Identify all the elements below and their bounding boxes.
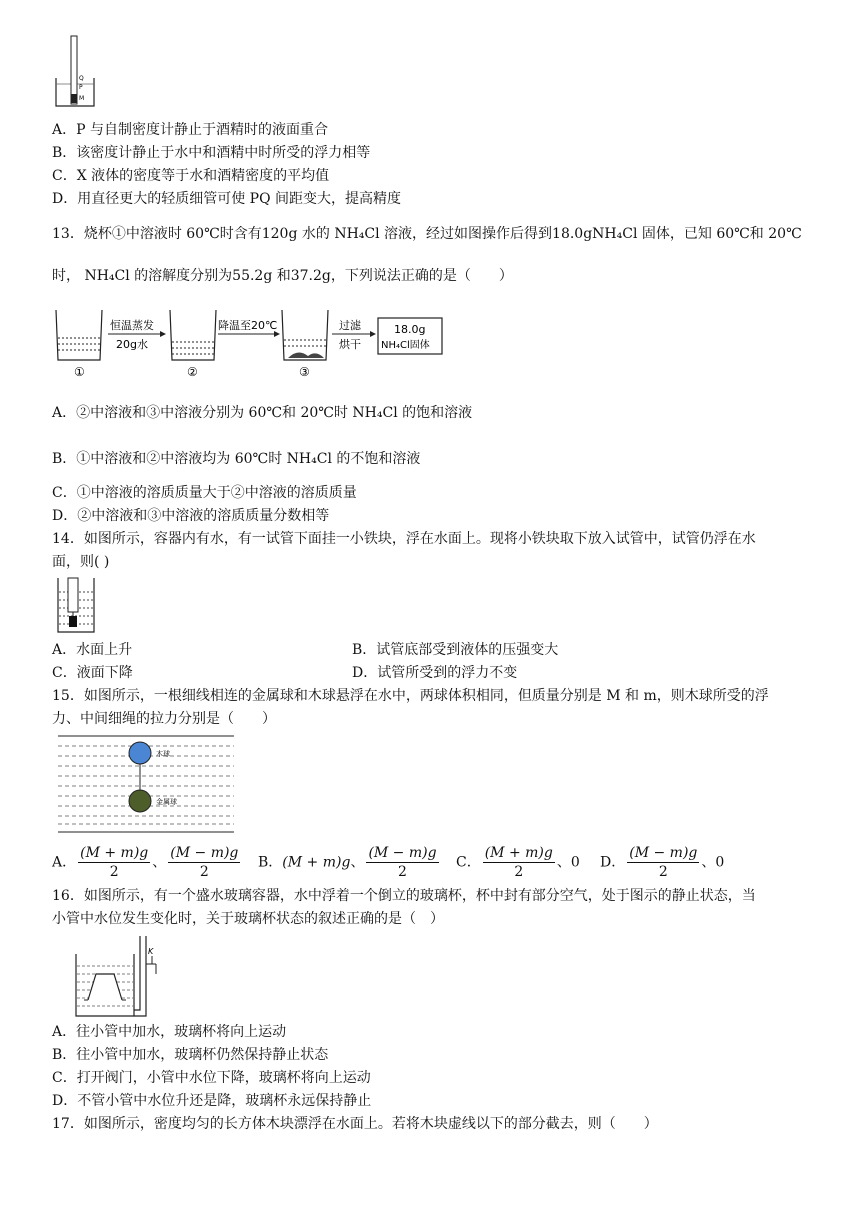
q14-option-c: C．液面下降 xyxy=(52,665,133,681)
q13-option-b: B．①中溶液和②中溶液均为 60℃时 NH₄Cl 的不饱和溶液 xyxy=(52,451,421,467)
separator: 、 xyxy=(350,854,365,871)
q14-option-a: A．水面上升 xyxy=(52,642,133,658)
q16-stem-line1: 16．如图所示，有一个盛水玻璃容器，水中浮着一个倒立的玻璃杯，杯中封有部分空气，处于图示的静止状态，当 xyxy=(52,888,756,904)
frac-den: 2 xyxy=(199,864,209,880)
frac-den: 2 xyxy=(109,864,119,880)
zero-value: 0 xyxy=(715,854,725,871)
wood-ball xyxy=(129,742,151,764)
q15-stem-line2: 力、中间细绳的拉力分别是（ ） xyxy=(52,711,276,727)
q16-option-d: D．不管小管中水位升还是降，玻璃杯永远保持静止 xyxy=(52,1093,372,1109)
q16-stem-line2: 小管中水位发生变化时，关于玻璃杯状态的叙述正确的是（ ） xyxy=(52,911,444,927)
plain-sum: (M + m)g xyxy=(282,854,351,871)
frac-num: (M − m)g xyxy=(170,845,239,861)
frac-num: (M + m)g xyxy=(80,845,149,861)
label-q: Q xyxy=(79,75,84,82)
q13-stem-line2: 时， NH₄Cl 的溶解度分别为55.2g 和37.2g，下列说法正确的是（ ） xyxy=(52,268,513,284)
step1-bottom-label: 20g水 xyxy=(116,338,148,351)
q12-option-c: C．X 液体的密度等于水和酒精密度的平均值 xyxy=(52,168,330,184)
q15-stem-line1: 15．如图所示，一根细线相连的金属球和木球悬浮在水中，两球体积相同，但质量分别是 M 和 m，则木球所受的浮 xyxy=(52,688,769,704)
q15-option-b xyxy=(258,844,441,881)
step1-top-label: 恒温蒸发 xyxy=(110,319,154,332)
q15-balls-figure xyxy=(58,734,234,834)
q14-stem-line2: 面，则( ) xyxy=(52,554,110,570)
label-p: P xyxy=(79,84,83,91)
separator: 、 xyxy=(701,854,716,871)
frac-num: (M − m)g xyxy=(368,845,437,861)
q13-process-diagram xyxy=(52,304,452,380)
result-line1: 18.0g xyxy=(394,323,426,336)
q16-option-b: B．往小管中加水，玻璃杯仍然保持静止状态 xyxy=(52,1047,329,1063)
q13-option-a: A．②中溶液和③中溶液分别为 60℃和 20℃时 NH₄Cl 的饱和溶液 xyxy=(52,405,473,421)
beaker3-label: ③ xyxy=(299,365,310,379)
frac-den: 2 xyxy=(398,864,407,880)
label-m: M xyxy=(79,95,85,102)
metal-ball xyxy=(129,790,151,812)
q14-option-b: B．试管底部受到液体的压强变大 xyxy=(352,642,559,658)
q13-stem-line1: 13．烧杯①中溶液时 60℃时含有120g 水的 NH₄Cl 溶液，经过如图操作后得到18.0gNH₄Cl 固体，已知 60℃和 20℃ xyxy=(52,226,802,242)
q17-stem-line1: 17．如图所示，密度均匀的长方体木块漂浮在水面上。若将木块虚线以下的部分截去，则（ ） xyxy=(52,1116,658,1132)
metal-ball-label: 金属球 xyxy=(156,798,177,806)
q12-option-b: B．该密度计静止于水中和酒精中时所受的浮力相等 xyxy=(52,145,371,161)
frac-num: (M − m)g xyxy=(629,845,698,861)
q12-option-a: A．P 与自制密度计静止于酒精时的液面重合 xyxy=(52,122,328,138)
valve-k-label: K xyxy=(148,947,154,956)
q15-option-d xyxy=(600,844,724,881)
opt-d-label: D． xyxy=(600,854,626,871)
frac-num: (M + m)g xyxy=(484,845,553,861)
opt-c-label: C． xyxy=(456,854,481,871)
frac-den: 2 xyxy=(658,864,668,880)
frac-den: 2 xyxy=(514,864,524,880)
wood-ball-label: 木球 xyxy=(156,750,170,758)
q13-option-c: C．①中溶液的溶质质量大于②中溶液的溶质质量 xyxy=(52,485,357,501)
beaker1-label: ① xyxy=(74,365,85,379)
q14-test-tube-figure xyxy=(56,576,96,634)
density-meter-figure xyxy=(52,34,98,108)
step3-bottom-label: 烘干 xyxy=(339,338,361,351)
separator: 、 xyxy=(556,854,571,871)
q12-option-d: D．用直径更大的轻质细管可使 PQ 间距变大，提高精度 xyxy=(52,191,402,207)
q13-option-d: D．②中溶液和③中溶液的溶质质量分数相等 xyxy=(52,508,330,524)
step3-top-label: 过滤 xyxy=(339,319,361,332)
q14-option-d: D．试管所受到的浮力不变 xyxy=(352,665,518,681)
q15-option-c xyxy=(456,844,580,881)
q14-stem-line1: 14．如图所示，容器内有水，有一试管下面挂一小铁块，浮在水面上。现将小铁块取下放入试管中，试管仍浮在水 xyxy=(52,531,756,547)
step2-top-label: 降温至20℃ xyxy=(218,319,278,332)
zero-value: 0 xyxy=(570,854,580,871)
q16-container-figure xyxy=(74,934,164,1018)
q16-option-a: A．往小管中加水，玻璃杯将向上运动 xyxy=(52,1024,287,1040)
q16-option-c: C．打开阀门，小管中水位下降，玻璃杯将向上运动 xyxy=(52,1070,371,1086)
beaker2-label: ② xyxy=(187,365,198,379)
result-line2: NH₄Cl固体 xyxy=(381,340,430,351)
opt-b-label: B． xyxy=(258,854,283,871)
separator: 、 xyxy=(152,854,167,871)
q15-option-a xyxy=(52,844,242,881)
opt-a-label: A． xyxy=(52,854,77,871)
